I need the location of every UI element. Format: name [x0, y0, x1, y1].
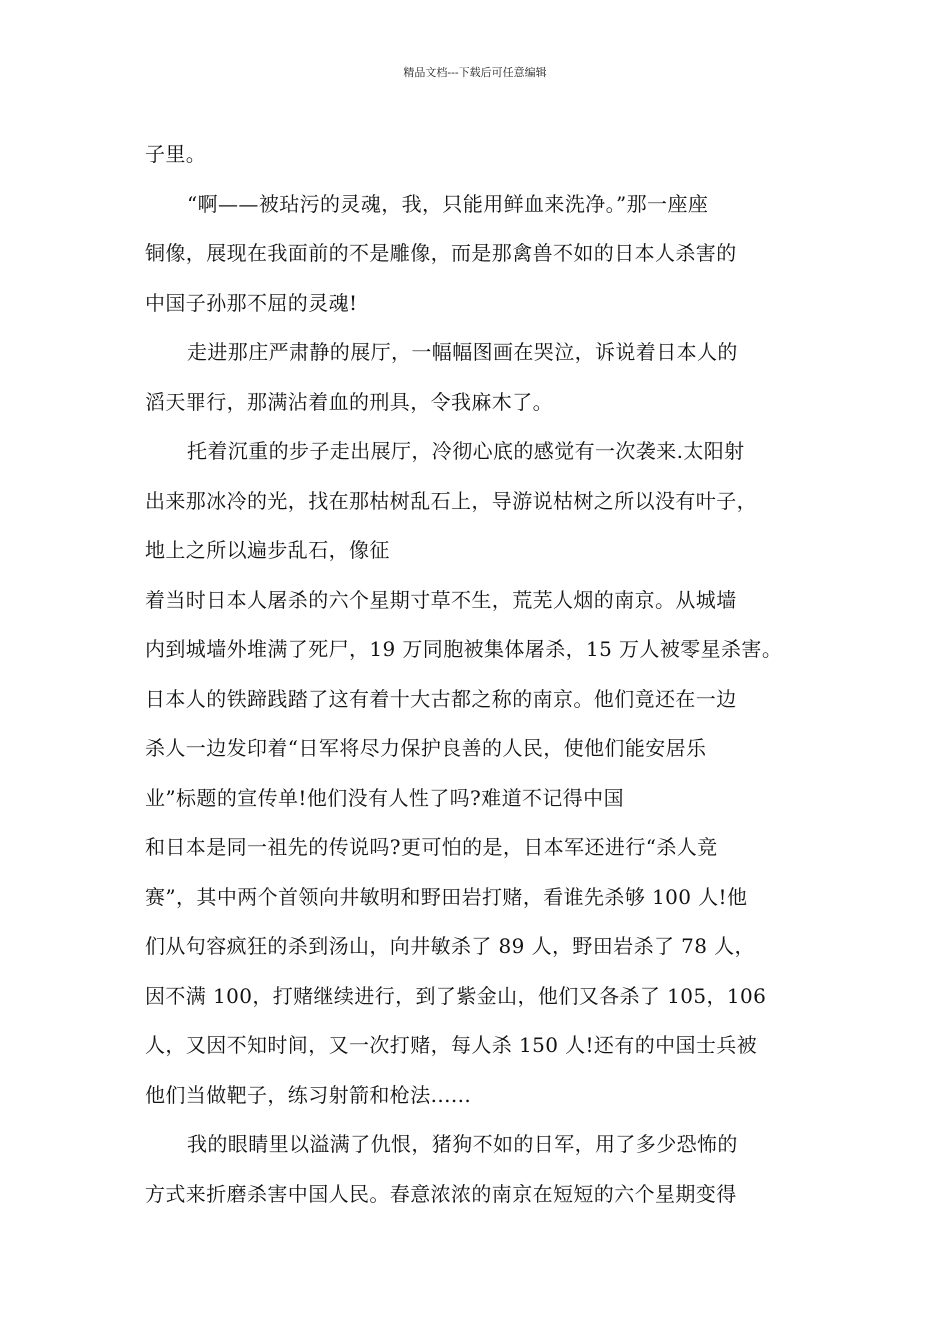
text-line: 赛”，其中两个首领向井敏明和野田岩打赌，看谁先杀够 100 人!他: [145, 884, 748, 909]
text-line: 中国子孙那不屈的灵魂!: [145, 290, 358, 315]
text-line: 人，又因不知时间，又一次打赌，每人杀 150 人!还有的中国士兵被: [145, 1033, 758, 1057]
text-line: 杀人一边发印着“日军将尽力保护良善的人民，使他们能安居乐: [145, 736, 707, 760]
text-line: 业”标题的宣传单!他们没有人性了吗?难道不记得中国: [145, 785, 624, 810]
page-header: 精品文档---下载后可任意编辑: [403, 66, 547, 79]
text-line: 子里。: [145, 142, 207, 166]
text-line: 日本人的铁蹄践踏了这有着十大古都之称的南京。他们竟还在一边: [145, 686, 737, 711]
text-line: 我的眼睛里以溢满了仇恨，猪狗不如的日军，用了多少恐怖的: [187, 1132, 738, 1156]
text-line: 出来那冰冷的光，找在那枯树乱石上，导游说枯树之所以没有叶子，: [145, 488, 757, 513]
text-line: 他们当做靶子，练习射箭和枪法......: [145, 1082, 472, 1107]
text-line: 着当时日本人屠杀的六个星期寸草不生，荒芜人烟的南京。从城墙: [145, 587, 737, 612]
text-line: 方式来折磨杀害中国人民。春意浓浓的南京在短短的六个星期变得: [145, 1181, 737, 1206]
text-line: 托着沉重的步子走出展厅，冷彻心底的感觉有一次袭来.太阳射: [187, 439, 745, 463]
text-line: 内到城墙外堆满了死尸，19 万同胞被集体屠杀，15 万人被零星杀害。: [145, 637, 783, 661]
body-text: [145, 130, 825, 1219]
text-line: 们从句容疯狂的杀到汤山，向井敏杀了 89 人，野田岩杀了 78 人，: [145, 934, 755, 958]
text-line: 和日本是同一祖先的传说吗?更可怕的是，日本军还进行“杀人竞: [145, 835, 718, 859]
text-line: 铜像，展现在我面前的不是雕像，而是那禽兽不如的日本人杀害的: [145, 241, 737, 265]
text-line: 滔天罪行，那满沾着血的刑具，令我麻木了。: [145, 389, 553, 414]
text-line: 地上之所以遍步乱石，像征: [145, 538, 390, 562]
text-line: “啊——被玷污的灵魂，我，只能用鲜血来洗净。”那一座座: [187, 191, 709, 216]
text-line: 走进那庄严肃静的展厅，一幅幅图画在哭泣，诉说着日本人的: [187, 340, 738, 364]
text-line: 因不满 100，打赌继续进行，到了紫金山，他们又各杀了 105，106: [145, 983, 767, 1008]
